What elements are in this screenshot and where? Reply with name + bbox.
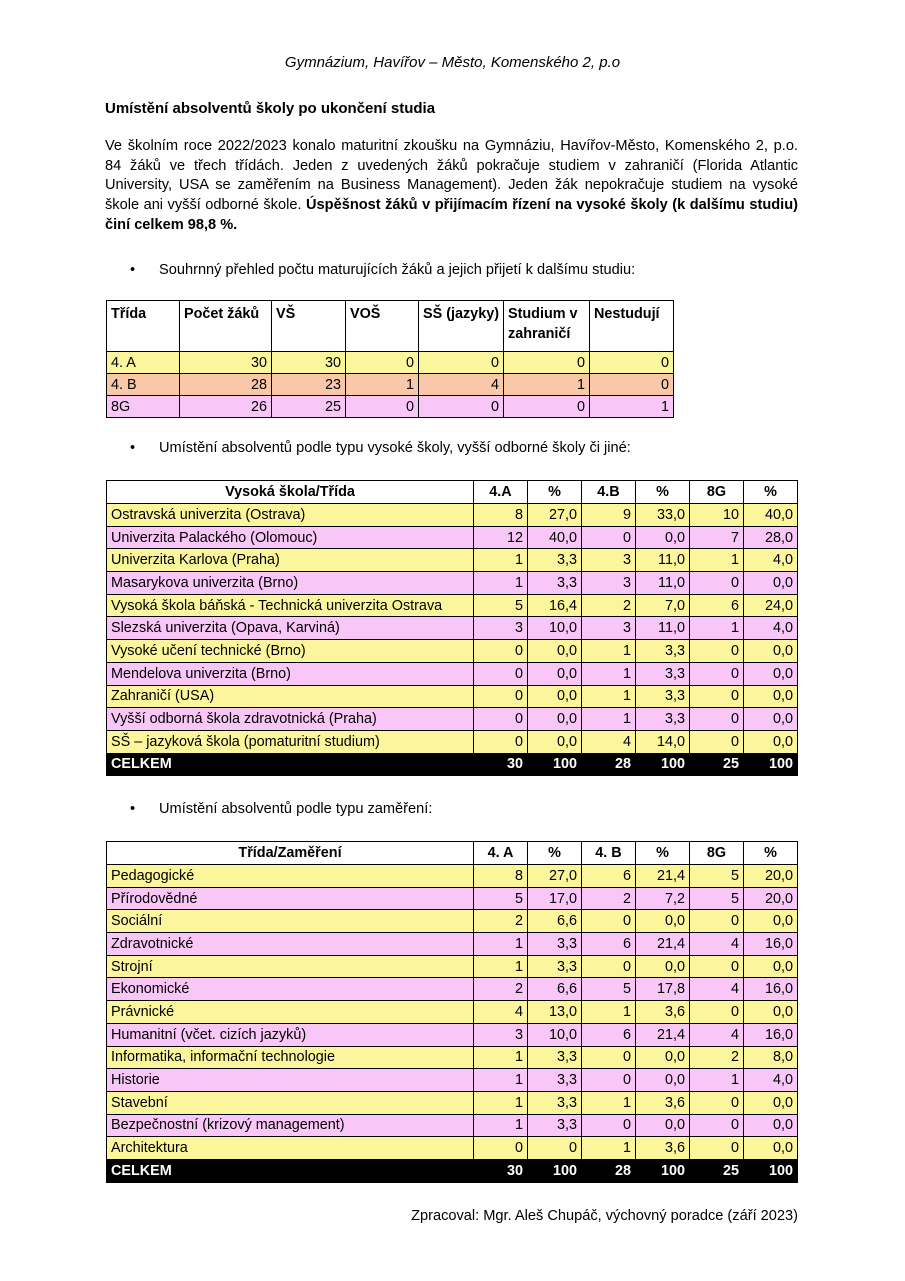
focus-row [107, 933, 798, 956]
focus-cell: 10,0 [528, 1023, 582, 1046]
focus-cell: 0 [690, 1001, 744, 1024]
focus-cell: 0 [582, 910, 636, 933]
summary-cell: 0 [346, 396, 419, 418]
focus-cell: Přírodovědné [107, 887, 474, 910]
university-cell: 11,0 [636, 572, 690, 595]
focus-cell: 5 [582, 978, 636, 1001]
focus-cell: 1 [582, 1001, 636, 1024]
focus-row [107, 978, 798, 1001]
university-header-cell: 4.B [582, 481, 636, 504]
bullet-dot-icon: • [130, 440, 136, 456]
university-total-cell: 100 [744, 753, 798, 776]
summary-cell: 0 [346, 352, 419, 374]
focus-cell: Ekonomické [107, 978, 474, 1001]
focus-row [107, 865, 798, 888]
focus-cell: 4,0 [744, 1069, 798, 1092]
university-cell: 14,0 [636, 730, 690, 753]
focus-row [107, 887, 798, 910]
focus-total-row [107, 1159, 798, 1182]
university-cell: 0 [582, 526, 636, 549]
focus-total-cell: 30 [474, 1159, 528, 1182]
focus-cell: 0 [582, 955, 636, 978]
university-cell: 40,0 [744, 504, 798, 527]
university-cell: 3 [582, 617, 636, 640]
focus-header-cell: 8G [690, 842, 744, 865]
focus-cell: 16,0 [744, 1023, 798, 1046]
focus-cell: 3,3 [528, 933, 582, 956]
university-total-cell: 25 [690, 753, 744, 776]
focus-cell: 3 [474, 1023, 528, 1046]
focus-row [107, 1114, 798, 1137]
focus-cell: 0,0 [636, 1046, 690, 1069]
focus-cell: 2 [474, 978, 528, 1001]
focus-cell: 20,0 [744, 865, 798, 888]
intro-text: Ve školním roce 2022/2023 konalo maturitní zkoušku na Gymnáziu, Havířov-Město, Komenského 2, p.o. 84 žáků ve třech třídách. Jeden z uvedených žáků pokračuje studiem v zahraničí (Florida Atlantic University, USA se zaměřením na Business Management). Jeden žák nepokračuje studiem na vysoké škole ani vyšší odborné škole. [105, 138, 798, 214]
university-cell: 0 [474, 662, 528, 685]
focus-header-cell: % [744, 842, 798, 865]
university-cell: 0 [690, 708, 744, 731]
summary-cell: 1 [504, 374, 590, 396]
focus-cell: 6 [582, 865, 636, 888]
university-total-row [107, 753, 798, 776]
focus-cell: 6 [582, 933, 636, 956]
focus-cell: 0 [690, 1114, 744, 1137]
university-cell: 7,0 [636, 594, 690, 617]
university-cell: Vyšší odborná škola zdravotnická (Praha) [107, 708, 474, 731]
focus-cell: 0 [474, 1137, 528, 1160]
bullet-focus [130, 801, 432, 817]
university-header-cell: 8G [690, 481, 744, 504]
focus-table [106, 841, 798, 1183]
university-cell: 5 [474, 594, 528, 617]
focus-cell: 17,0 [528, 887, 582, 910]
university-cell: 0,0 [528, 708, 582, 731]
focus-cell: 0 [582, 1069, 636, 1092]
page-title: Umístění absolventů školy po ukončení studia [105, 100, 436, 117]
focus-cell: 4 [690, 1023, 744, 1046]
focus-total-cell: CELKEM [107, 1159, 474, 1182]
university-cell: 4,0 [744, 617, 798, 640]
university-cell: Vysoké učení technické (Brno) [107, 640, 474, 663]
focus-cell: Historie [107, 1069, 474, 1092]
focus-cell: 0,0 [744, 1137, 798, 1160]
university-cell: 1 [582, 685, 636, 708]
intro-bold-text: Úspěšnost žáků v přijímacím řízení na vysoké školy (k dalšímu studiu) činí celkem 98,8 %. [105, 197, 798, 233]
focus-total-cell: 100 [636, 1159, 690, 1182]
focus-cell: 3,3 [528, 1091, 582, 1114]
summary-cell: 4. B [107, 374, 180, 396]
focus-cell: Pedagogické [107, 865, 474, 888]
focus-cell: Strojní [107, 955, 474, 978]
university-header-cell: Vysoká škola/Třída [107, 481, 474, 504]
focus-cell: 4 [474, 1001, 528, 1024]
focus-cell: 8 [474, 865, 528, 888]
bullet-summary [130, 262, 635, 278]
focus-cell: 3,3 [528, 1046, 582, 1069]
footer-author: Zpracoval: Mgr. Aleš Chupáč, výchovný poradce (září 2023) [411, 1208, 798, 1224]
summary-header-cell: Studium v zahraničí [504, 301, 590, 352]
bullet-summary-text: Souhrnný přehled počtu maturujících žáků a jejich přijetí k dalšímu studiu: [159, 262, 636, 278]
focus-row [107, 955, 798, 978]
university-cell: 0,0 [744, 730, 798, 753]
university-row [107, 526, 798, 549]
focus-cell: 2 [474, 910, 528, 933]
university-cell: 0 [474, 708, 528, 731]
summary-cell: 23 [272, 374, 346, 396]
focus-cell: 0,0 [744, 1114, 798, 1137]
bullet-focus-text: Umístění absolventů podle typu zaměření: [159, 801, 433, 817]
university-cell: 2 [582, 594, 636, 617]
focus-cell: 3,6 [636, 1137, 690, 1160]
summary-cell: 4 [419, 374, 504, 396]
university-cell: 4,0 [744, 549, 798, 572]
university-cell: Slezská univerzita (Opava, Karviná) [107, 617, 474, 640]
focus-cell: 1 [474, 1046, 528, 1069]
university-cell: 33,0 [636, 504, 690, 527]
summary-cell: 0 [504, 352, 590, 374]
focus-row [107, 1001, 798, 1024]
university-cell: 0,0 [528, 640, 582, 663]
focus-cell: 0,0 [744, 1091, 798, 1114]
focus-cell: 3,6 [636, 1001, 690, 1024]
focus-cell: 4 [690, 933, 744, 956]
summary-cell: 0 [590, 374, 674, 396]
university-cell: 1 [690, 617, 744, 640]
university-table-body [107, 504, 798, 776]
focus-row [107, 1091, 798, 1114]
focus-cell: 0 [690, 1137, 744, 1160]
focus-row [107, 1069, 798, 1092]
focus-cell: 5 [690, 865, 744, 888]
focus-cell: 1 [474, 955, 528, 978]
university-cell: 10 [690, 504, 744, 527]
focus-cell: 21,4 [636, 933, 690, 956]
university-cell: 0,0 [744, 708, 798, 731]
focus-cell: Právnické [107, 1001, 474, 1024]
university-cell: Zahraničí (USA) [107, 685, 474, 708]
focus-cell: 1 [474, 1091, 528, 1114]
focus-header-row [107, 842, 798, 865]
university-row [107, 572, 798, 595]
focus-cell: 1 [582, 1091, 636, 1114]
focus-cell: Stavební [107, 1091, 474, 1114]
university-cell: 3,3 [528, 549, 582, 572]
university-cell: 3,3 [636, 685, 690, 708]
focus-cell: 0 [582, 1046, 636, 1069]
university-cell: 1 [474, 549, 528, 572]
summary-row [107, 396, 674, 418]
summary-header-cell: Třída [107, 301, 180, 352]
university-cell: 0 [690, 730, 744, 753]
university-row [107, 708, 798, 731]
focus-cell: 16,0 [744, 933, 798, 956]
focus-cell: Zdravotnické [107, 933, 474, 956]
focus-cell: 27,0 [528, 865, 582, 888]
focus-cell: 5 [690, 887, 744, 910]
university-cell: 8 [474, 504, 528, 527]
summary-header-cell: VŠ [272, 301, 346, 352]
summary-cell: 30 [180, 352, 272, 374]
summary-table [106, 300, 674, 418]
university-cell: 0,0 [744, 685, 798, 708]
university-cell: 1 [582, 640, 636, 663]
university-cell: 3,3 [636, 640, 690, 663]
university-cell: 11,0 [636, 549, 690, 572]
university-cell: 12 [474, 526, 528, 549]
university-cell: 1 [690, 549, 744, 572]
university-cell: 28,0 [744, 526, 798, 549]
university-cell: 3 [582, 549, 636, 572]
focus-cell: 3,3 [528, 1069, 582, 1092]
university-cell: SŠ – jazyková škola (pomaturitní studium) [107, 730, 474, 753]
university-header-cell: % [528, 481, 582, 504]
focus-cell: 3,6 [636, 1091, 690, 1114]
university-row [107, 617, 798, 640]
university-cell: 6 [690, 594, 744, 617]
focus-total-cell: 28 [582, 1159, 636, 1182]
focus-cell: 0,0 [636, 1069, 690, 1092]
focus-cell: 20,0 [744, 887, 798, 910]
focus-cell: Informatika, informační technologie [107, 1046, 474, 1069]
summary-cell: 0 [504, 396, 590, 418]
university-cell: Mendelova univerzita (Brno) [107, 662, 474, 685]
focus-total-cell: 100 [744, 1159, 798, 1182]
focus-cell: 1 [690, 1069, 744, 1092]
focus-row [107, 1137, 798, 1160]
bullet-university [130, 440, 631, 456]
focus-cell: 2 [582, 887, 636, 910]
university-total-cell: 100 [636, 753, 690, 776]
university-table [106, 480, 798, 776]
focus-cell: 7,2 [636, 887, 690, 910]
summary-cell: 8G [107, 396, 180, 418]
focus-cell: 5 [474, 887, 528, 910]
document-header: Gymnázium, Havířov – Město, Komenského 2, p.o [284, 54, 621, 71]
university-cell: Vysoká škola báňská - Technická univerzita Ostrava [107, 594, 474, 617]
university-cell: 0,0 [744, 662, 798, 685]
focus-cell: 6,6 [528, 978, 582, 1001]
university-cell: 16,4 [528, 594, 582, 617]
university-total-cell: 28 [582, 753, 636, 776]
summary-header-cell: VOŠ [346, 301, 419, 352]
university-row [107, 685, 798, 708]
university-cell: 0,0 [528, 685, 582, 708]
summary-row [107, 374, 674, 396]
university-cell: 3 [474, 617, 528, 640]
focus-cell: 16,0 [744, 978, 798, 1001]
university-total-cell: CELKEM [107, 753, 474, 776]
university-total-cell: 100 [528, 753, 582, 776]
university-row [107, 640, 798, 663]
university-cell: 9 [582, 504, 636, 527]
summary-cell: 0 [419, 352, 504, 374]
university-cell: 0 [690, 685, 744, 708]
focus-cell: Bezpečnostní (krizový management) [107, 1114, 474, 1137]
university-header-cell: % [744, 481, 798, 504]
summary-cell: 1 [346, 374, 419, 396]
focus-cell: 2 [690, 1046, 744, 1069]
summary-cell: 4. A [107, 352, 180, 374]
university-row [107, 594, 798, 617]
focus-cell: 21,4 [636, 1023, 690, 1046]
university-cell: 4 [582, 730, 636, 753]
university-cell: 0 [474, 730, 528, 753]
university-cell: 0,0 [528, 662, 582, 685]
university-cell: 0,0 [744, 640, 798, 663]
university-cell: 1 [474, 572, 528, 595]
university-cell: 0 [690, 572, 744, 595]
focus-cell: 8,0 [744, 1046, 798, 1069]
focus-cell: 3,3 [528, 955, 582, 978]
focus-cell: 17,8 [636, 978, 690, 1001]
focus-cell: Architektura [107, 1137, 474, 1160]
focus-cell: 0 [690, 1091, 744, 1114]
bullet-dot-icon: • [130, 801, 136, 817]
focus-cell: 1 [474, 933, 528, 956]
university-cell: 24,0 [744, 594, 798, 617]
university-cell: 3 [582, 572, 636, 595]
university-cell: 11,0 [636, 617, 690, 640]
focus-header-cell: 4. A [474, 842, 528, 865]
focus-header-cell: % [528, 842, 582, 865]
focus-table-body [107, 865, 798, 1183]
university-cell: 0,0 [528, 730, 582, 753]
focus-row [107, 910, 798, 933]
university-header-cell: % [636, 481, 690, 504]
focus-cell: 3,3 [528, 1114, 582, 1137]
focus-header-cell: Třída/Zaměření [107, 842, 474, 865]
university-cell: 7 [690, 526, 744, 549]
summary-header-cell: Nestudují [590, 301, 674, 352]
university-row [107, 549, 798, 572]
university-cell: 27,0 [528, 504, 582, 527]
focus-cell: 0,0 [744, 910, 798, 933]
summary-cell: 25 [272, 396, 346, 418]
university-row [107, 504, 798, 527]
summary-row [107, 352, 674, 374]
university-cell: 3,3 [636, 708, 690, 731]
summary-cell: 0 [590, 352, 674, 374]
summary-cell: 26 [180, 396, 272, 418]
university-cell: 1 [582, 662, 636, 685]
university-cell: Univerzita Karlova (Praha) [107, 549, 474, 572]
university-cell: 0 [690, 640, 744, 663]
university-cell: 0,0 [744, 572, 798, 595]
focus-cell: 0,0 [636, 955, 690, 978]
summary-header-cell: SŠ (jazyky) [419, 301, 504, 352]
summary-cell: 30 [272, 352, 346, 374]
university-cell: 1 [582, 708, 636, 731]
university-cell: 40,0 [528, 526, 582, 549]
focus-header-cell: 4. B [582, 842, 636, 865]
focus-cell: 1 [582, 1137, 636, 1160]
university-header-row [107, 481, 798, 504]
focus-cell: 1 [474, 1114, 528, 1137]
focus-cell: 0,0 [636, 910, 690, 933]
university-cell: 0 [474, 685, 528, 708]
focus-cell: 21,4 [636, 865, 690, 888]
university-cell: Ostravská univerzita (Ostrava) [107, 504, 474, 527]
focus-total-cell: 25 [690, 1159, 744, 1182]
focus-cell: 4 [690, 978, 744, 1001]
university-total-cell: 30 [474, 753, 528, 776]
summary-cell: 28 [180, 374, 272, 396]
intro-paragraph [105, 137, 798, 236]
summary-cell: 1 [590, 396, 674, 418]
university-cell: Univerzita Palackého (Olomouc) [107, 526, 474, 549]
university-cell: 0 [474, 640, 528, 663]
university-row [107, 730, 798, 753]
focus-cell: 0 [690, 955, 744, 978]
university-cell: 3,3 [636, 662, 690, 685]
university-cell: 3,3 [528, 572, 582, 595]
focus-cell: Humanitní (včet. cizích jazyků) [107, 1023, 474, 1046]
focus-cell: 0,0 [744, 1001, 798, 1024]
bullet-dot-icon: • [130, 262, 136, 278]
focus-cell: 0 [582, 1114, 636, 1137]
focus-cell: Sociální [107, 910, 474, 933]
university-cell: Masarykova univerzita (Brno) [107, 572, 474, 595]
focus-cell: 1 [474, 1069, 528, 1092]
summary-header-row [107, 301, 674, 352]
focus-cell: 0,0 [636, 1114, 690, 1137]
university-cell: 10,0 [528, 617, 582, 640]
focus-cell: 6 [582, 1023, 636, 1046]
university-cell: 0,0 [636, 526, 690, 549]
summary-cell: 0 [419, 396, 504, 418]
bullet-university-text: Umístění absolventů podle typu vysoké školy, vyšší odborné školy či jiné: [159, 440, 631, 456]
university-header-cell: 4.A [474, 481, 528, 504]
summary-header-cell: Počet žáků [180, 301, 272, 352]
focus-cell: 0 [528, 1137, 582, 1160]
university-row [107, 662, 798, 685]
focus-cell: 0,0 [744, 955, 798, 978]
focus-cell: 6,6 [528, 910, 582, 933]
focus-cell: 13,0 [528, 1001, 582, 1024]
focus-row [107, 1023, 798, 1046]
university-cell: 0 [690, 662, 744, 685]
focus-header-cell: % [636, 842, 690, 865]
focus-total-cell: 100 [528, 1159, 582, 1182]
focus-row [107, 1046, 798, 1069]
focus-cell: 0 [690, 910, 744, 933]
